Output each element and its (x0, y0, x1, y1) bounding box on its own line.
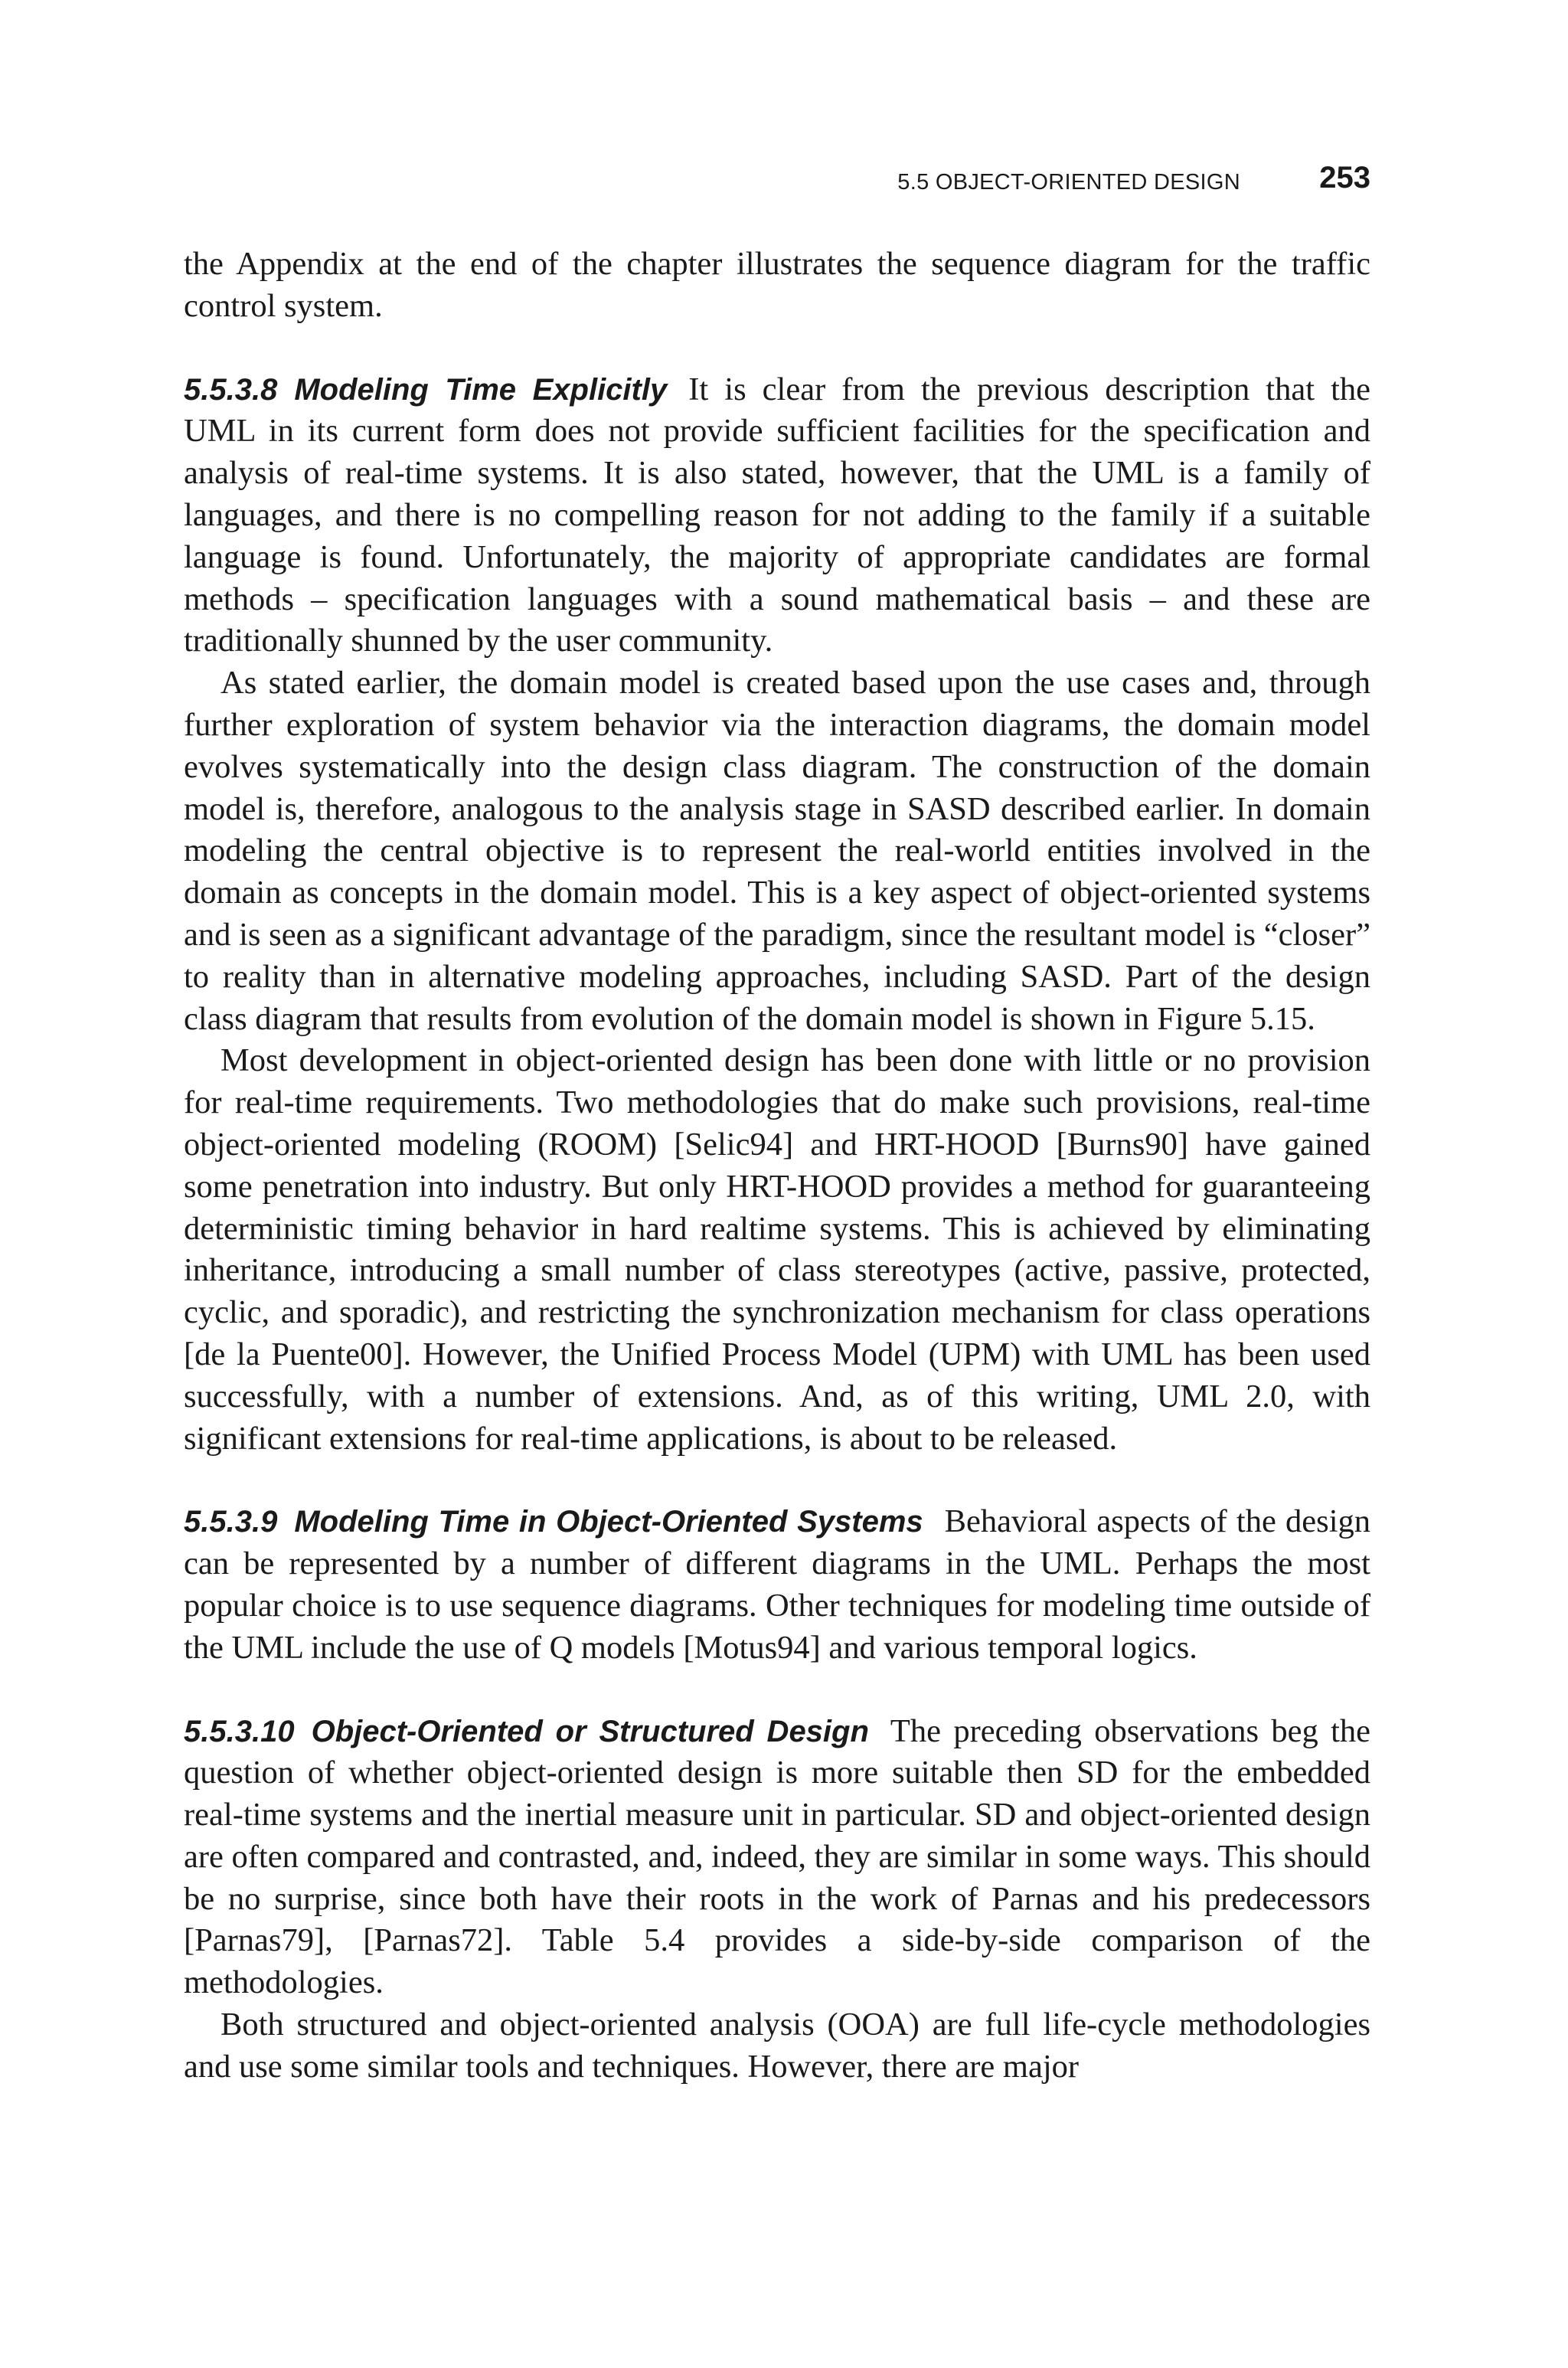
section-lead-text: The preceding observations beg the question of whether object-oriented design is more suitable then SD for the embedded real-time systems and the inertial measure unit in particular. SD and object-oriented design are often compared and contrasted, and, indeed, they are similar in some ways. This should be no surprise, since both have their roots in the work of Parnas and his predecessors [Parnas79], [Parnas72]. Table 5.4 provides a side-by-side comparison of the methodologies. (184, 1712, 1371, 2001)
section-lead-text: Behavioral aspects of the design can be represented by a number of different diagrams in the UML. Perhaps the most popular choice is to use sequence diagrams. Other techniques for modeling time outside of the UML include the use of Q models [Motus94] and various temporal logics. (184, 1503, 1370, 1666)
intro-paragraph: the Appendix at the end of the chapter illustrates the sequence diagram for the traffic control system. (184, 246, 1370, 324)
section-heading (184, 373, 667, 407)
section-title: Modeling Time in Object-Oriented Systems (294, 1505, 923, 1539)
section-title: Modeling Time Explicitly (294, 372, 668, 407)
section-lead-paragraph (184, 1711, 1370, 2005)
running-head-section: 5.5 OBJECT-ORIENTED DESIGN (897, 170, 1240, 195)
body-text (184, 244, 1370, 2088)
section-heading (184, 1715, 869, 1748)
section-number: 5.5.3.10 (184, 1714, 295, 1748)
section-heading (184, 1505, 923, 1539)
section-lead-paragraph (184, 1501, 1370, 1669)
section-lead-paragraph (184, 369, 1370, 663)
paragraph: Most development in object-oriented design has been done with little or no provision for real-time requirements. Two methodologies that do make such provisions, real-time object-oriented modeling (ROOM) [Selic94] and HRT-HOOD [Burns90] have gained some penetration into industry. But only HRT-HOOD provides a method for guaranteeing deterministic timing behavior in hard realtime systems. This is achieved by eliminating inheritance, introducing a small number of class stereotypes (active, passive, protected, cyclic, and sporadic), and restricting the synchronization mechanism for class operations [de la Puente00]. However, the Unified Process Model (UPM) with UML has been used successfully, with a number of extensions. And, as of this writing, UML 2.0, with significant extensions for real-time applications, is about to be released. (184, 1042, 1370, 1457)
running-head (184, 161, 1370, 204)
section-5-5-3-8 (184, 369, 1370, 663)
section-number: 5.5.3.8 (184, 372, 278, 407)
page-number: 253 (1319, 161, 1370, 195)
section-lead-text: It is clear from the previous description that the UML in its current form does not provide sufficient facilities for the specification and analysis of real-time systems. It is also stated, however, that the UML is a family of languages, and there is no compelling reason for not adding to the family if a suitable language is found. Unfortunately, the majority of appropriate candidates are formal methods – specification languages with a sound mathematical basis – and these are traditionally shunned by the user community. (184, 371, 1370, 659)
section-title: Object-Oriented or Structured Design (311, 1714, 869, 1748)
paragraph: As stated earlier, the domain model is created based upon the use cases and, through further exploration of system behavior via the interaction diagrams, the domain model evolves systematically into the design class diagram. The construction of the domain model is, therefore, analogous to the analysis stage in SASD described earlier. In domain modeling the central objective is to represent the real-world entities involved in the domain as concepts in the domain model. This is a key aspect of object-oriented systems and is seen as a significant advantage of the paradigm, since the resultant model is “closer” to reality than in alternative modeling approaches, including SASD. Part of the design class diagram that results from evolution of the domain model is shown in Figure 5.15. (184, 665, 1370, 1037)
paragraph: Both structured and object-oriented analysis (OOA) are full life-cycle methodologies and use some similar tools and techniques. However, there are major (184, 2007, 1370, 2085)
section-5-5-3-10 (184, 1711, 1370, 2005)
section-number: 5.5.3.9 (184, 1505, 278, 1539)
section-5-5-3-9 (184, 1501, 1370, 1669)
